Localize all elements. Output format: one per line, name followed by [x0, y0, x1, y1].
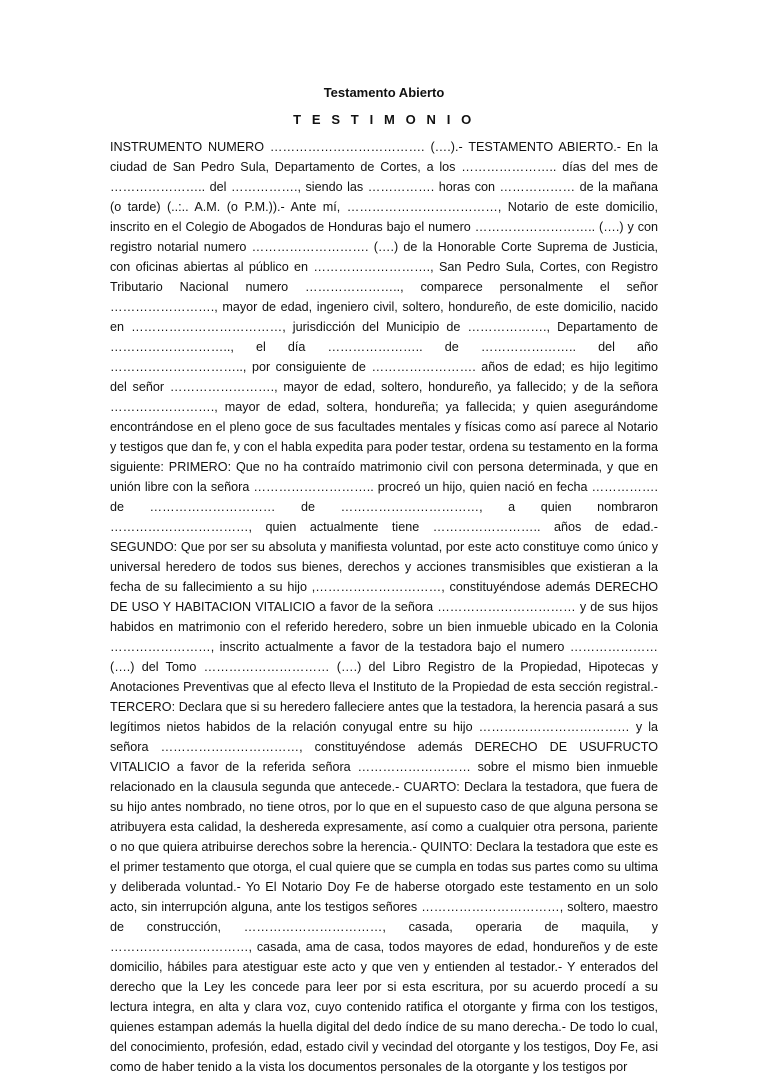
document-subtitle: T E S T I M O N I O — [293, 112, 475, 127]
document-body: INSTRUMENTO NUMERO ………………………………. (….).- TESTAMENTO ABIERTO.- En la ciudad de San Pedro Sula, Departamento de Cortes, a los ………………….. días del mes de ………………….. del ……………., siendo las ……………. horas con ……………… de la mañana (o tarde) (..:.. A.M. (o P.M.)).- Ante mí, ………………………………, Notario de este domicilio, inscrito en el Colegio de Abogados de Honduras bajo el numero ……………………….. (….) y con registro notarial numero ………………………. (….) de la Honorable Corte Suprema de Justicia, con oficinas abiertas al público en ………………………., San Pedro Sula, Cortes, con Registro Tributario Nacional numero ………………….., comparece personalmente el señor ……………………., mayor de edad, ingeniero civil, soltero, hondureño, de este domicilio, nacido en ………………………………, jurisdicción del Municipio de ………………., Departamento de ……………………….., el día ………………….. de ………………….. del año ………………………….., por consiguiente de ……………………. años de edad; es hijo legitimo del señor ……………………., mayor de edad, soltero, hondureño, ya fallecido; y de la señora ……………………., mayor de edad, soltera, hondureña; ya fallecida; y quien asegurándome encontrándose en el pleno goce de sus facultades mentales y físicas como así parece al Notario y testigos que dan fe, y con el habla expedita para poder testar, ordena su testamento en la forma siguiente: PRIMERO: Que no ha contraído matrimonio civil con persona determinada, y que en unión libre con la señora ……………………….. procreó un hijo, quien nació en fecha ……………. de ………………………… de ……………………………, a quien nombraron ……………………………, quien actualmente tiene …………………….. años de edad.- SEGUNDO: Que por ser su absoluta y manifiesta voluntad, por este acto constituye como único y universal heredero de todos sus bienes, derechos y acciones transmisibles que existieran a la fecha de su fallecimiento a su hijo ,…………………………, constituyéndose además DERECHO DE USO Y HABITACION VITALICIO a favor de la señora …………………………… y de sus hijos habidos en matrimonio con el referido heredero, sobre un bien inmueble ubicado en la Colonia ……………………, inscrito actualmente a favor de la testadora bajo el numero ………………… (….) del Tomo ………………………… (….) del Libro Registro de la Propiedad, Hipotecas y Anotaciones Preventivas que al efecto lleva el Instituto de la Propiedad de esta sección registral.- TERCERO: Declara que si su heredero falleciere antes que la testadora, la herencia pasará a sus legítimos nietos habidos de la relación conyugal entre su hijo ……………………………… y la señora ……………………………, constituyéndose además DERECHO DE USUFRUCTO VITALICIO a favor de la referida señora ……………………… sobre el mismo bien inmueble relacionado en la clausula segunda que antecede.- CUARTO: Declara la testadora, que fuera de su hijo antes nombrado, no tiene otros, por lo que en el supuesto caso de que alguna persona se atribuyera esta calidad, la deshereda expresamente, así como a cualquier otra persona, pariente o no que quiera atribuirse derechos sobre la herencia.- QUINTO: Declara la testadora que este es el primer testamento que otorga, el cual quiere que se cumpla en todas sus partes como su ultima y deliberada voluntad.- Yo El Notario Doy Fe de haberse otorgado este testamento en un solo acto, sin interrupción alguna, ante los testigos señores ……………………………, soltero, maestro de construcción, ……………………………, casada, operaria de maquila, y ……………………………, casada, ama de casa, todos mayores de edad, hondureños y de este domicilio, hábiles para atestiguar este acto y que ven y entienden al testador.- Y enterados del derecho que la Ley les concede para leer por si esta escritura, por su acuerdo procedí a su lectura integra, en alta y clara voz, cuyo contenido ratifica el otorgante y firma con los testigos, quienes estampan además la huella digital del dedo índice de su mano derecha.- De todo lo cual, del conocimiento, profesión, edad, estado civil y vecindad del otorgante y los testigos, Doy Fe, asi como de haber tenido a la vista los documentos personales de la otorgante y los testigos por — [110, 140, 662, 1074]
document-title: Testamento Abierto — [323, 85, 445, 100]
